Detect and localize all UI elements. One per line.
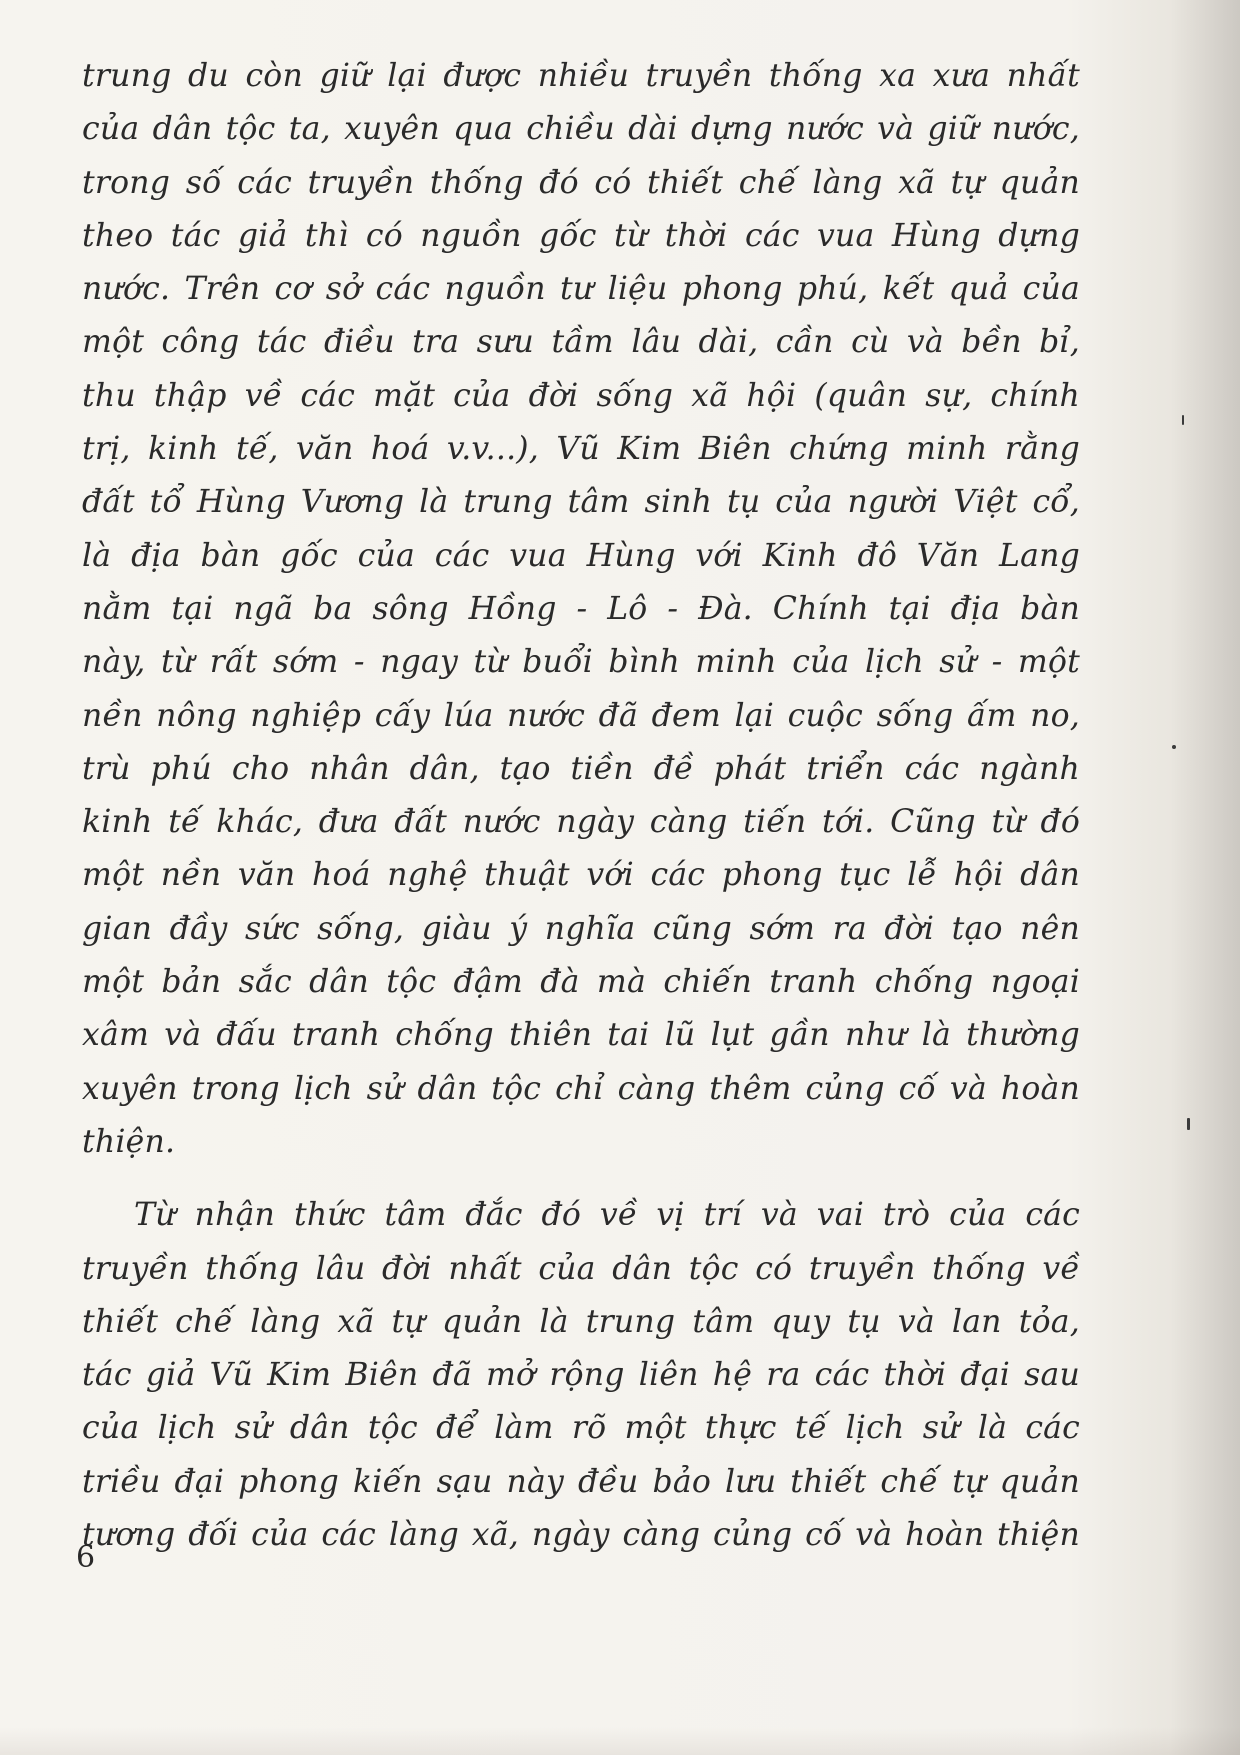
text-line: truyền thống lâu đời nhất của dân tộc có truyền thống về [82, 1250, 1080, 1287]
text-line: nằm tại ngã ba sông Hồng - Lô - Đà. Chính tại địa bàn [82, 590, 1080, 627]
text-line: thiện. [82, 1123, 176, 1160]
text-line: này, từ rất sớm - ngay từ buổi bình minh của lịch sử - một [82, 644, 1080, 681]
text-line: gian đầy sức sống, giàu ý nghĩa cũng sớm ra đời tạo nên [82, 910, 1080, 947]
text-line: trù phú cho nhân dân, tạo tiền đề phát triển các ngành [82, 750, 1080, 787]
text-line: tương đối của các làng xã, ngày càng củng cố và hoàn thiện [82, 1517, 1080, 1554]
text-line: thiết chế làng xã tự quản là trung tâm quy tụ và lan tỏa, [82, 1303, 1080, 1340]
text-line: trong số các truyền thống đó có thiết chế làng xã tự quản [82, 164, 1080, 201]
page-number: 6 [76, 1540, 96, 1575]
text-line: thu thập về các mặt của đời sống xã hội (quân sự, chính [82, 377, 1080, 414]
text-line: trị, kinh tế, văn hoá v.v...), Vũ Kim Biên chứng minh rằng [82, 431, 1080, 468]
text-line: một bản sắc dân tộc đậm đà mà chiến tranh chống ngoại [82, 964, 1080, 1001]
page-bottom-edge [0, 1727, 1240, 1755]
text-line: trung du còn giữ lại được nhiều truyền thống xa xưa nhất [82, 58, 1080, 94]
text-line: xuyên trong lịch sử dân tộc chỉ càng thêm củng cố và hoàn [82, 1070, 1080, 1107]
paragraph-gap [82, 1169, 1080, 1189]
text-line: là địa bàn gốc của các vua Hùng với Kinh đô Văn Lang [82, 537, 1080, 574]
paragraph-1 [82, 50, 1080, 1169]
text-line: Từ nhận thức tâm đắc đó về vị trí và vai trò của các [134, 1197, 1080, 1234]
text-line: tác giả Vũ Kim Biên đã mở rộng liên hệ ra các thời đại sau [82, 1357, 1080, 1394]
text-line: đất tổ Hùng Vương là trung tâm sinh tụ của người Việt cổ, [82, 484, 1080, 521]
body-text [82, 50, 1080, 1562]
text-line: nền nông nghiệp cấy lúa nước đã đem lại cuộc sống ấm no, [82, 697, 1080, 734]
text-line: nước. Trên cơ sở các nguồn tư liệu phong phú, kết quả của [82, 271, 1080, 308]
text-line: kinh tế khác, đưa đất nước ngày càng tiến tới. Cũng từ đó [82, 804, 1080, 841]
text-line: theo tác giả thì có nguồn gốc từ thời các vua Hùng dựng [82, 217, 1080, 254]
scan-speck [1187, 1118, 1190, 1130]
text-line: triều đại phong kiến sạu này đều bảo lưu thiết chế tự quản [82, 1463, 1080, 1500]
text-line: của lịch sử dân tộc để làm rõ một thực tế lịch sử là các [82, 1410, 1080, 1447]
text-line: một công tác điều tra sưu tầm lâu dài, cần cù và bền bỉ, [82, 324, 1080, 361]
scan-speck [1172, 745, 1176, 749]
paragraph-2 [82, 1189, 1080, 1562]
page-gutter-shadow [1170, 0, 1240, 1755]
text-line: một nền văn hoá nghệ thuật với các phong tục lễ hội dân [82, 857, 1080, 894]
scan-speck [1182, 415, 1184, 425]
text-line: của dân tộc ta, xuyên qua chiều dài dựng nước và giữ nước, [82, 111, 1080, 148]
text-line: xâm và đấu tranh chống thiên tai lũ lụt gần như là thường [82, 1017, 1080, 1054]
